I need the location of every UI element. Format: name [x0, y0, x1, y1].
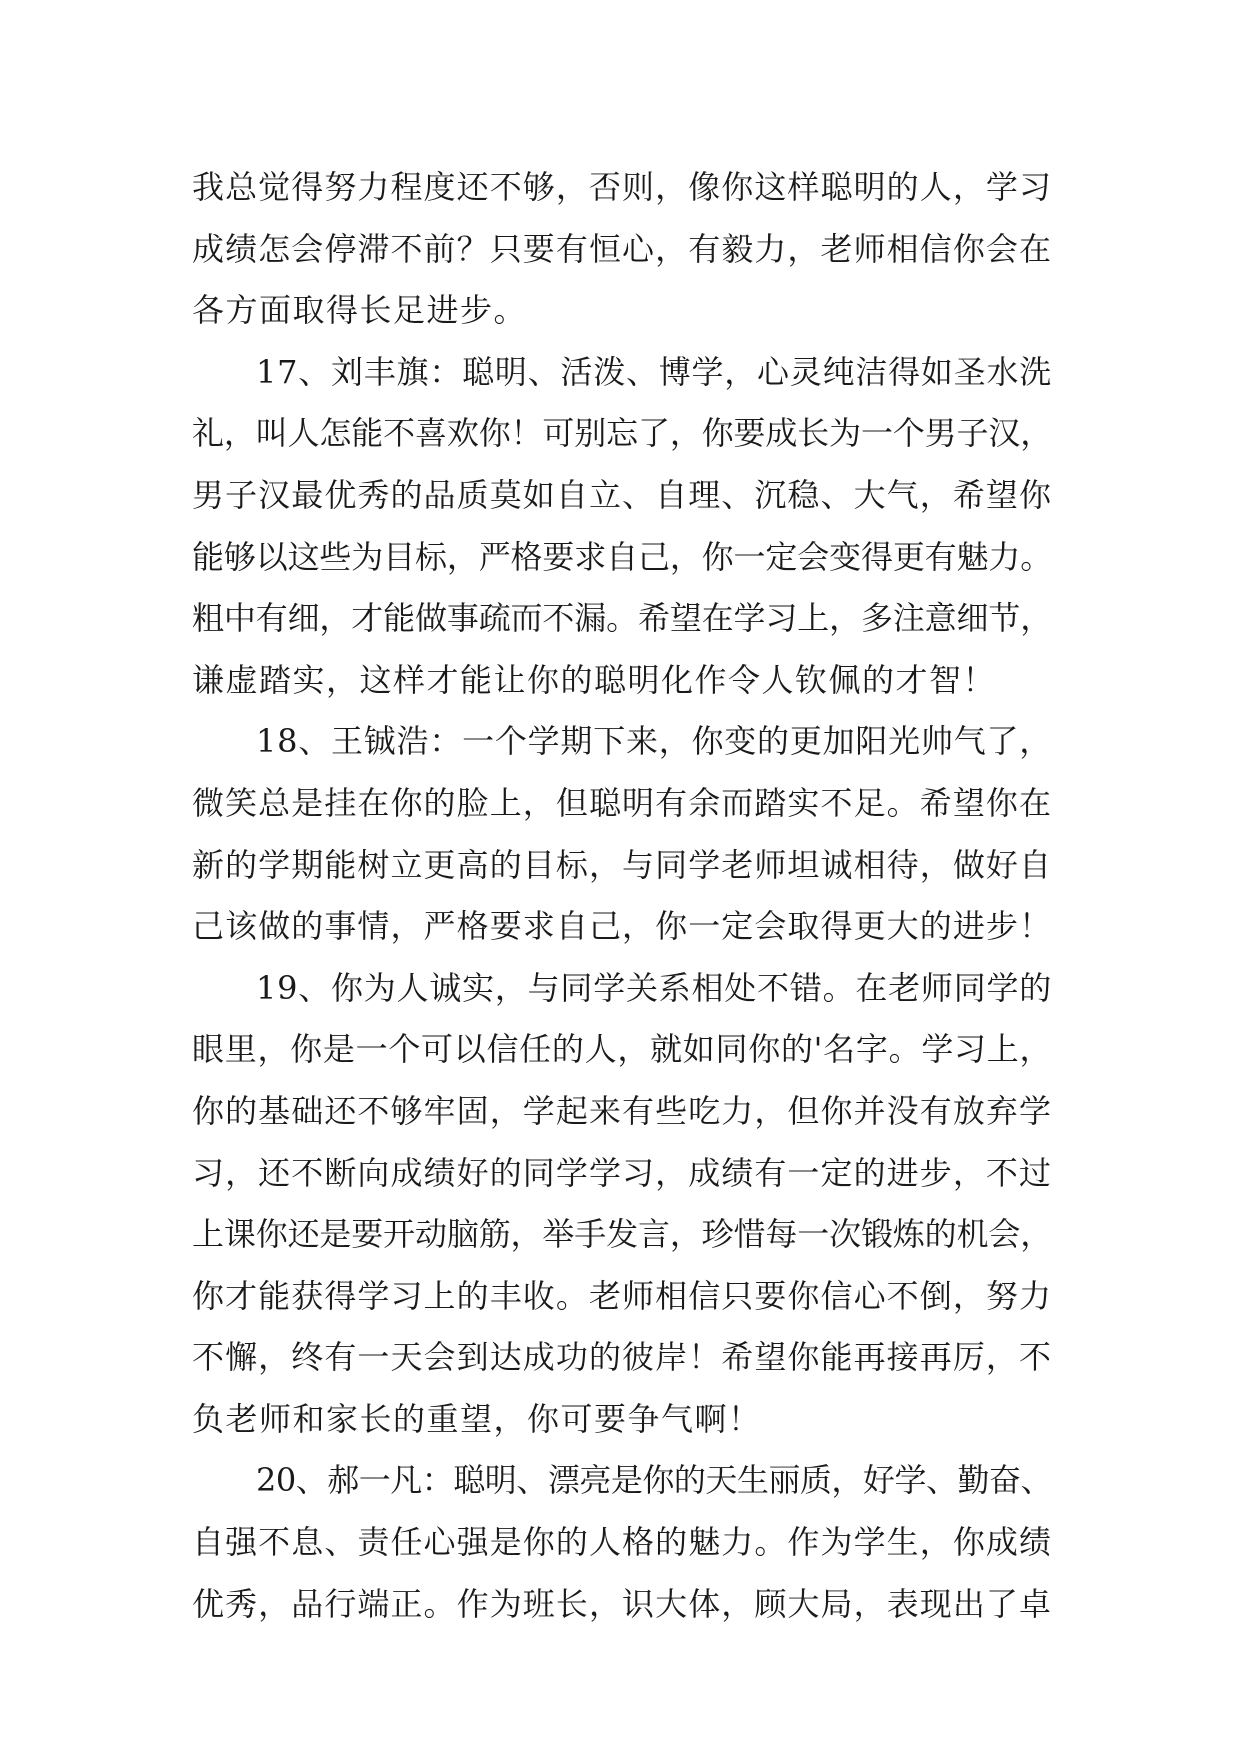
paragraph-first-line: 18、王铖浩：一个学期下来，你变的更加阳光帅气了，: [256, 722, 1052, 761]
text-line: 你才能获得学习上的丰收。老师相信只要你信心不倒，努力: [192, 1276, 1052, 1315]
body-text: [192, 157, 1052, 1635]
text-line: 新的学期能树立更高的目标，与同学老师坦诚相待，做好自: [192, 845, 1052, 884]
text-line: 粗中有细，才能做事疏而不漏。希望在学习上，多注意细节，: [192, 599, 1052, 638]
text-line: 各方面取得长足进步。: [192, 291, 528, 330]
text-line: 己该做的事情，严格要求自己，你一定会取得更大的进步！: [192, 907, 1052, 946]
text-line: 礼，叫人怎能不喜欢你！可别忘了，你要成长为一个男子汉，: [192, 414, 1052, 453]
text-line: 能够以这些为目标，严格要求自己，你一定会变得更有魅力。: [192, 537, 1052, 576]
text-line: 习，还不断向成绩好的同学学习，成绩有一定的进步，不过: [192, 1153, 1052, 1192]
text-line: 负老师和家长的重望，你可要争气啊！: [192, 1399, 762, 1438]
text-line: 自强不息、责任心强是你的人格的魅力。作为学生，你成绩: [192, 1523, 1052, 1562]
text-line: 谦虚踏实，这样才能让你的聪明化作令人钦佩的才智！: [192, 660, 997, 699]
text-line: 你的基础还不够牢固，学起来有些吃力，但你并没有放弃学: [192, 1091, 1052, 1130]
text-line: 优秀，品行端正。作为班长，识大体，顾大局，表现出了卓: [192, 1584, 1052, 1623]
text-line: 成绩怎会停滞不前？只要有恒心，有毅力，老师相信你会在: [192, 229, 1052, 268]
paragraph-first-line: 19、你为人诚实，与同学关系相处不错。在老师同学的: [256, 968, 1052, 1007]
text-line: 男子汉最优秀的品质莫如自立、自理、沉稳、大气，希望你: [192, 475, 1052, 514]
text-line: 眼里，你是一个可以信任的人，就如同你的'名字。学习上，: [192, 1030, 1052, 1069]
paragraph-first-line: 17、刘丰旗：聪明、活泼、博学，心灵纯洁得如圣水洗: [256, 352, 1052, 391]
paragraph-first-line: 20、郝一凡：聪明、漂亮是你的天生丽质，好学、勤奋、: [256, 1461, 1052, 1500]
text-line: 上课你还是要开动脑筋，举手发言，珍惜每一次锻炼的机会，: [192, 1215, 1052, 1254]
text-line: 不懈，终有一天会到达成功的彼岸！希望你能再接再厉，不: [192, 1338, 1052, 1377]
text-line: 微笑总是挂在你的脸上，但聪明有余而踏实不足。希望你在: [192, 783, 1052, 822]
text-line: 我总觉得努力程度还不够，否则，像你这样聪明的人，学习: [192, 168, 1052, 206]
